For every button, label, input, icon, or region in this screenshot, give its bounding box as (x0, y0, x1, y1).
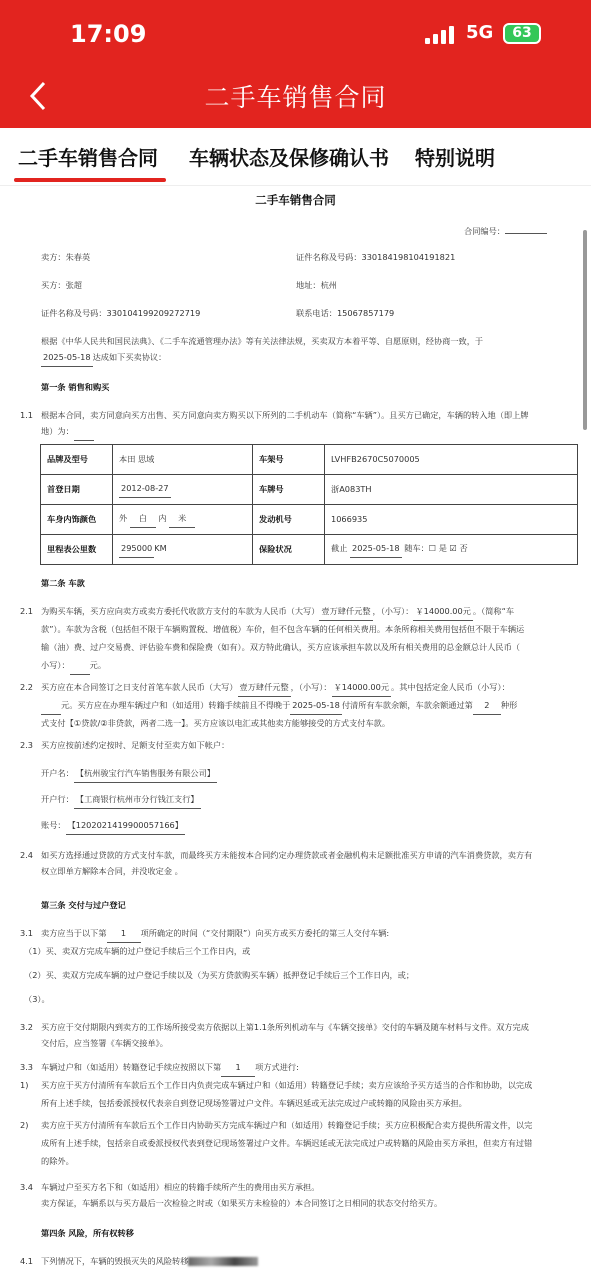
tab-special-notes[interactable]: 特别说明 (415, 146, 495, 170)
page-title: 二手车销售合同 (204, 83, 387, 112)
insurance-date: 2025-05-18 (350, 541, 402, 558)
intro-line1: 根据《中华人民共和国民法典》、《二手车流通管理办法》等有关法律法规，买卖双方本着平等、自愿原则，经协商一致，于 (41, 336, 484, 346)
insurance-cell (325, 535, 578, 565)
s3-4-line2: 卖方保证，车辆系以与买方最后一次检验之时或（如果买方未检验的）本合同签订之日相同的状态交付给买方。 (41, 1198, 443, 1208)
buyer-addr-label: 地址： (296, 280, 321, 290)
vin-value: LVHFB2670C5070005 (325, 445, 578, 475)
s3-3-2-line3: 的除外。 (41, 1156, 74, 1166)
nav-bar (0, 74, 591, 118)
s2-1-line4 (41, 658, 106, 675)
engine-label: 发动机号 (253, 505, 325, 535)
contract-no-blank (505, 233, 547, 234)
article4-title: 第四条 风险，所有权转移 (41, 1228, 134, 1238)
buyer-row (41, 278, 82, 294)
plate-label: 车牌号 (253, 475, 325, 505)
s2-1-amount-cn: 壹万肆仟元整 (319, 604, 372, 621)
tab-sales-contract[interactable]: 二手车销售合同 (18, 146, 158, 170)
seller-label: 卖方： (41, 252, 66, 262)
reg-date-cell (113, 475, 253, 505)
s2-4-line2: 权立即单方解除本合同，并没收定金 。 (41, 866, 183, 876)
s3-3-line (41, 1060, 299, 1077)
s3-3-number: 3.3 (20, 1062, 34, 1072)
s4-1-l1: 下列情况下，车辆的毁损灭失的风险转移 (41, 1256, 189, 1266)
reg-date-value: 2012-08-27 (119, 481, 171, 498)
status-time: 17:09 (70, 20, 147, 48)
s3-2-line2: 交付后，应当签署《车辆交接单》。 (41, 1038, 168, 1048)
buyer-phone-label: 联系电话： (296, 308, 337, 318)
contract-no-label: 合同编号： (464, 226, 505, 236)
buyer-id: 330104199209272719 (106, 308, 201, 318)
intro-date: 2025-05-18 (41, 350, 93, 367)
s2-1-l1c: 。（简称“车 (472, 606, 515, 616)
seller-id: 330184198104191821 (361, 252, 456, 262)
active-tab-indicator (14, 178, 166, 182)
engine-value: 1066935 (325, 505, 578, 535)
s3-1-b: 项所确定的时间（“交付期限”）向买方或买方委托的第三人交付车辆: (140, 928, 390, 938)
s3-3-2-number: 2) (20, 1120, 29, 1130)
s2-1-line3: 输（油）费、过户交易费、评估验车费和保险费（如有）。双方特此确认，买方应该承担车款以及所有相关费用的总金额总计人民币（ (41, 642, 520, 652)
s2-1-l4b: 元。 (89, 660, 107, 670)
s2-2-l2c: 种形 (500, 700, 518, 710)
color-out: 白 (130, 511, 156, 528)
s2-2-line2 (41, 698, 517, 715)
seller-id-row (296, 250, 455, 266)
s3-1-item3: （3）。 (24, 994, 50, 1004)
deposit-blank (41, 698, 61, 715)
s3-3-a: 车辆过户和（如适用）转籍登记手续应按照以下第 (41, 1062, 222, 1072)
vin-label: 车架号 (253, 445, 325, 475)
mileage-label: 里程表公里数 (41, 535, 113, 565)
s3-3-1-line2: 所有上述手续，包括委派授权代表亲自到登记现场签署过户文件。车辆迟延或无法完成过户或转籍的风险由买方承担。 (41, 1098, 467, 1108)
brand-label: 品牌及型号 (41, 445, 113, 475)
mileage-value: 295000 (119, 541, 154, 558)
seller-id-label: 证件名称及号码： (296, 252, 362, 262)
account-name-label: 开户名： (41, 768, 74, 778)
brand-value: 本田 思域 (113, 445, 253, 475)
s3-3-2-line2: 成所有上述手续，包括亲自或委派授权代表到登记现场签署过户文件。车辆迟延或无法完成过户或转籍的风险由买方承担，但卖方有过错 (41, 1138, 533, 1148)
buyer-id-label: 证件名称及号码： (41, 308, 107, 318)
s3-1-item2: （2）买、卖双方完成车辆的过户登记手续以及（为买方贷款购买车辆）抵押登记手续后三个工作日内，或； (24, 970, 415, 980)
s3-3-num: 1 (221, 1060, 255, 1077)
s2-2-amount: ￥14000.00元 (332, 680, 391, 697)
s2-4-number: 2.4 (20, 850, 34, 860)
s2-2-l1: 买方应在本合同签订之日支付首笔车款人民币（大写） (41, 682, 238, 692)
insurance-prefix: 截止 (331, 543, 348, 554)
buyer-addr-row (296, 278, 337, 294)
s1-1-line2 (41, 424, 94, 441)
s2-2-number: 2.2 (20, 682, 34, 692)
color-in: 米 (169, 511, 195, 528)
s3-3-2-line1: 卖方应于买方付清所有车款后五个工作日内协助买方完成车辆过户和（如适用）转籍登记手续；买方应积极配合卖方提供所需文件，以完 (41, 1120, 533, 1130)
buyer-name: 张超 (65, 280, 82, 290)
s3-1-number: 3.1 (20, 928, 34, 938)
s2-1-number: 2.1 (20, 606, 34, 616)
s2-1-l1b: ，（小写）： (372, 606, 414, 616)
s2-2-line1 (41, 680, 510, 697)
tab-bar (0, 128, 591, 186)
insurance-label: 保险状况 (253, 535, 325, 565)
s2-3-text: 买方应按前述约定按时、足额支付至卖方如下帐户： (41, 740, 230, 750)
s2-2-num: 2 (473, 698, 501, 715)
s3-3-1-line1: 买方应于买方付清所有车款后五个工作日内负责完成车辆过户和（如适用）转籍登记手续；卖方应该给予买方适当的合作和协助，以完成 (41, 1080, 533, 1090)
account-name-row (41, 766, 217, 783)
s3-3-b: 项方式进行: (255, 1062, 299, 1072)
buyer-label: 买方： (41, 280, 66, 290)
s2-4-line1: 如买方选择通过贷款的方式支付车款，而最终买方未能按本合同约定办理贷款或者金融机构未足额批准买方申请的汽车消费贷款，卖方有 (41, 850, 533, 860)
account-no: 【1202021419900057166】 (66, 818, 185, 835)
buyer-phone-row (296, 306, 394, 322)
mileage-cell (113, 535, 253, 565)
contract-no (464, 224, 547, 240)
total-blank (70, 658, 90, 675)
s2-1-line2: 款”）。车款为含税（包括但不限于车辆购置税、增值税）车价，但不包含车辆的任何相关费用。本条所称相关费用包括但不限于车辆运 (41, 624, 525, 634)
account-name: 【杭州骏宝行汽车销售服务有限公司】 (74, 766, 217, 783)
s1-1-line1: 根据本合同，卖方同意向买方出售、买方同意向卖方购买以下所列的二手机动车（简称“车辆”）。且买方已确定，车辆的转入地（即上牌 (41, 410, 529, 420)
s2-2-l1c: 。其中包括定金人民币（小写）： (391, 682, 510, 692)
s3-1-a: 卖方应当于以下第 (41, 928, 107, 938)
account-bank-row (41, 792, 201, 809)
plate-value: 浙A083TH (325, 475, 578, 505)
mileage-unit: KM (154, 543, 167, 554)
scrollbar[interactable] (583, 230, 587, 430)
article1-title: 第一条 销售和购买 (41, 382, 110, 392)
s3-4-line1: 车辆过户至买方名下和（如适用）相应的转籍手续所产生的费用由买方承担。 (41, 1182, 320, 1192)
s2-1-l4a: 小写）： (41, 660, 70, 670)
buyer-phone: 15067857179 (336, 308, 395, 318)
s3-1-num: 1 (107, 926, 141, 943)
buyer-id-row (41, 306, 200, 322)
s3-1-item1: （1）买、卖双方完成车辆的过户登记手续后三个工作日内，或 (24, 946, 251, 956)
article3-title: 第三条 交付与过户登记 (41, 900, 126, 910)
s2-2-l2b: 付清所有车款余额，车款余额通过第 (341, 700, 473, 710)
account-no-row (41, 818, 185, 835)
seller-row (41, 250, 90, 266)
s2-2-amount-cn: 壹万肆仟元整 (238, 680, 291, 697)
app-header (0, 0, 591, 128)
s4-1-line1 (41, 1254, 258, 1270)
account-bank-label: 开户行： (41, 794, 74, 804)
s3-2-line1: 买方应于交付期限内到卖方的工作场所接受卖方依据以上第1.1条所列机动车与《车辆交接单》交付的车辆及随车材料与文件。双方完成 (41, 1022, 529, 1032)
article2-title: 第二条 车款 (41, 578, 85, 588)
intro-text: 达成如下买卖协议： (92, 352, 167, 362)
reg-date-label: 首登日期 (41, 475, 113, 505)
account-no-label: 账号： (41, 820, 66, 830)
contract-title: 二手车销售合同 (255, 193, 336, 207)
buyer-addr: 杭州 (320, 280, 337, 290)
s1-1-text2: 地）为： (41, 426, 74, 436)
account-bank: 【工商银行杭州市分行钱江支行】 (74, 792, 201, 809)
s2-2-l2a: 元。买方应在办理车辆过户和（如适用）转籍手续前且不得晚于 (61, 700, 291, 710)
s2-2-l1b: ，（小写）： (290, 682, 332, 692)
status-bar (0, 20, 591, 52)
color-in-prefix: 内 (158, 513, 167, 524)
redacted-text (188, 1257, 258, 1266)
s3-4-number: 3.4 (20, 1182, 34, 1192)
network-type: 5G (466, 22, 494, 43)
battery-level: 63 (512, 25, 532, 41)
registration-place-blank (74, 424, 94, 441)
seller-name: 朱春英 (65, 252, 91, 262)
color-cell (113, 505, 253, 535)
s3-2-number: 3.2 (20, 1022, 34, 1032)
s2-2-date: 2025-05-18 (290, 698, 342, 715)
s1-1-number: 1.1 (20, 410, 34, 420)
s3-1-line (41, 926, 389, 943)
insurance-suffix: 随车：☐ 是 ☑ 否 (404, 543, 468, 554)
tab-vehicle-status[interactable]: 车辆状态及保修确认书 (189, 146, 389, 170)
s3-3-1-number: 1) (20, 1080, 29, 1090)
signal-icon (425, 26, 454, 44)
s4-1-number: 4.1 (20, 1256, 34, 1266)
s2-3-number: 2.3 (20, 740, 34, 750)
intro-line2 (41, 350, 166, 367)
battery-icon (503, 23, 541, 44)
s2-1-line1 (41, 604, 514, 621)
color-label: 车身内饰颜色 (41, 505, 113, 535)
vehicle-info-table (40, 444, 578, 565)
s2-2-line3: 式支付【①贷款/②非贷款，两者二选一】。买方应该以电汇或其他卖方能够接受的方式支付车款。 (41, 718, 391, 728)
s2-1-l1: 为购买车辆，买方应向卖方或卖方委托代收款方支付的车款为人民币（大写） (41, 606, 320, 616)
s2-1-amount: ￥14000.00元 (413, 604, 472, 621)
color-out-prefix: 外 (119, 513, 128, 524)
